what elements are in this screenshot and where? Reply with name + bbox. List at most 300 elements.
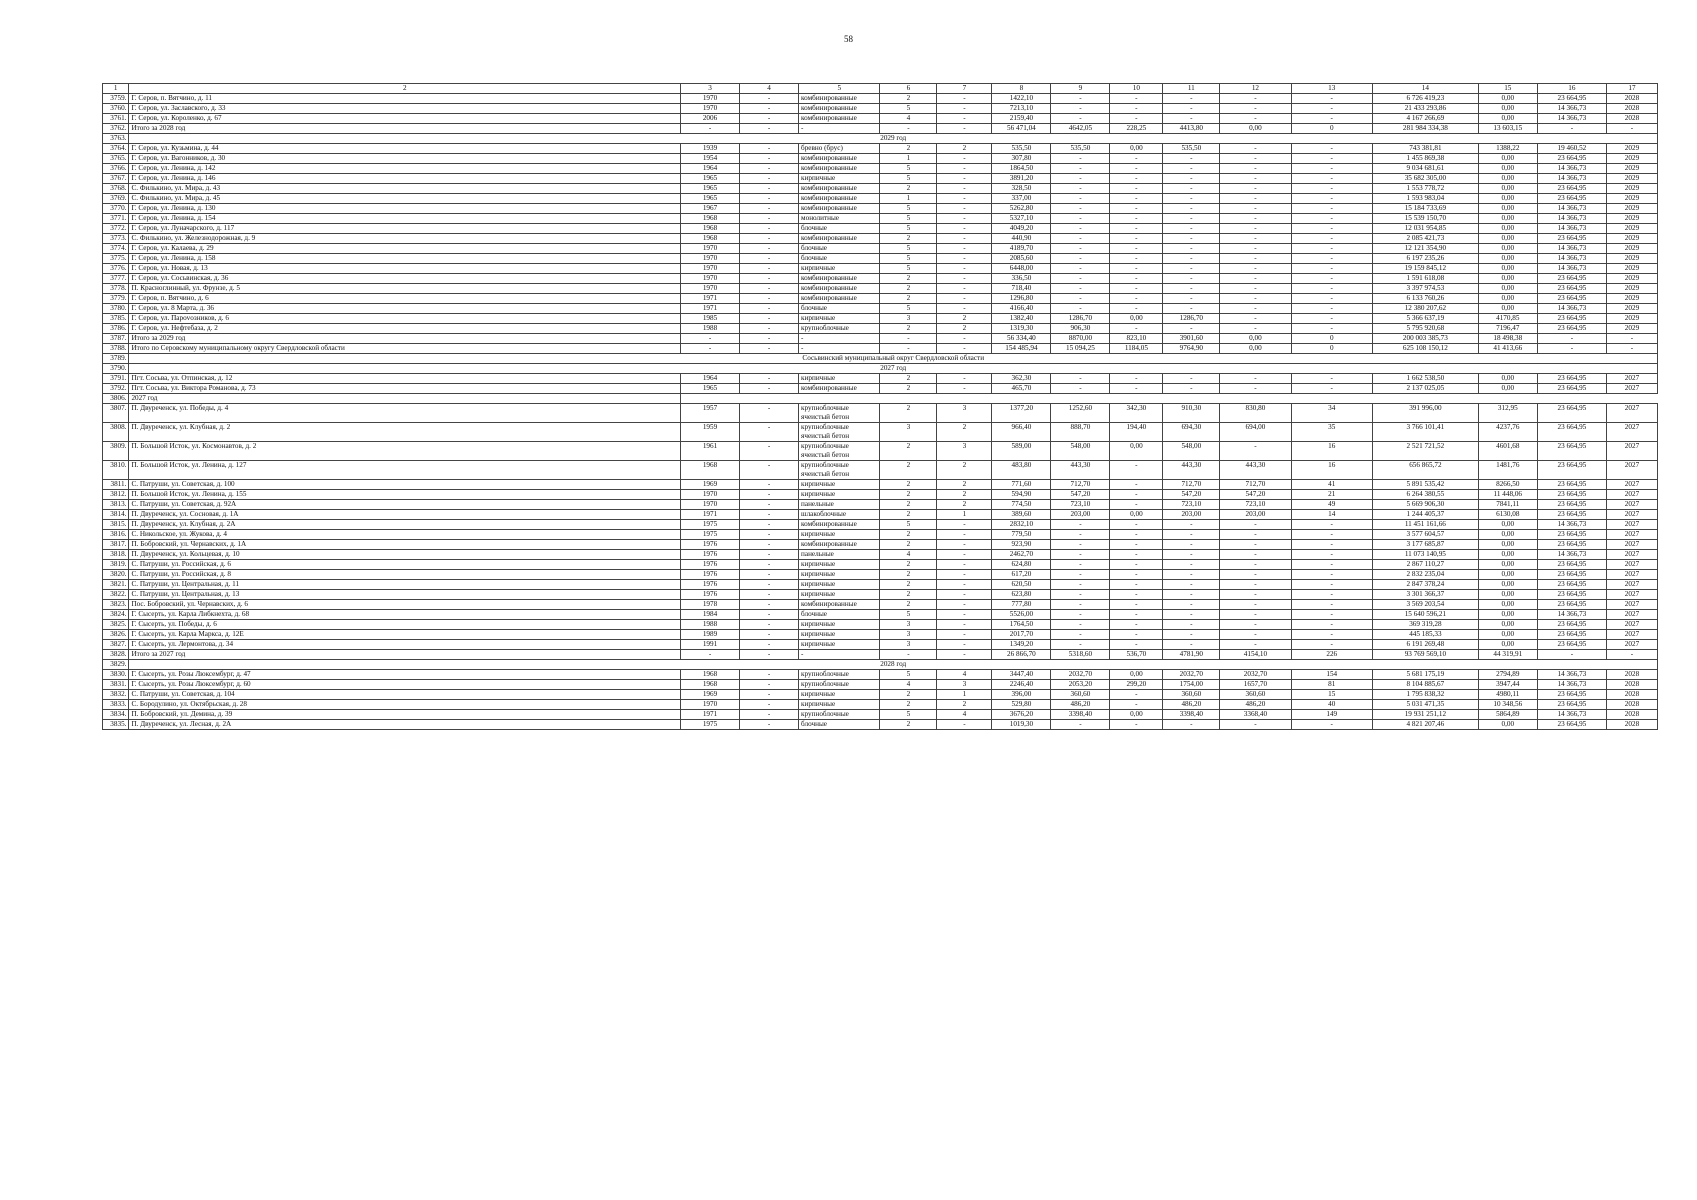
table-cell: 1968	[681, 214, 740, 224]
table-cell: комбинированные	[799, 184, 880, 194]
table-cell: 5864,89	[1478, 710, 1537, 720]
table-cell: 2	[937, 480, 992, 490]
table-cell: -	[1110, 580, 1163, 590]
table-cell: 3834.	[103, 710, 129, 720]
table-cell: -	[1110, 254, 1163, 264]
table-cell: Г. Серов, ул. Заславского, д. 33	[129, 104, 681, 114]
table-cell: 3765.	[103, 154, 129, 164]
table-cell: -	[740, 570, 799, 580]
table-cell: -	[1291, 234, 1372, 244]
table-cell: 23 664,95	[1537, 154, 1606, 164]
table-cell: 5	[880, 710, 937, 720]
table-cell: С. Патруши, ул. Советская, д. 104	[129, 690, 681, 700]
table-cell: -	[1291, 114, 1372, 124]
table-cell: 16	[1537, 84, 1606, 94]
table-row	[103, 442, 1658, 461]
table-cell: -	[1537, 124, 1606, 134]
table-cell: 445 185,33	[1372, 630, 1478, 640]
table-cell: -	[1051, 174, 1110, 184]
table-cell: 154 485,94	[992, 344, 1051, 354]
table-cell: 5	[880, 214, 937, 224]
table-cell: 2029	[1606, 154, 1657, 164]
table-cell: 342,30	[1110, 404, 1163, 423]
table-cell: 5	[880, 610, 937, 620]
table-cell: -	[1110, 640, 1163, 650]
table-cell: -	[740, 114, 799, 124]
table-cell: -	[740, 550, 799, 560]
table-cell: Г. Серов, п. Вятчино, д. 11	[129, 94, 681, 104]
table-cell: 1019,30	[992, 720, 1051, 730]
table-cell: -	[1220, 442, 1291, 461]
table-cell: -	[1110, 630, 1163, 640]
table-cell: -	[740, 670, 799, 680]
table-cell: 10	[1110, 84, 1163, 94]
table-row	[103, 304, 1658, 314]
table-cell: 16	[1291, 442, 1372, 461]
table-cell: 548,00	[1051, 442, 1110, 461]
table-cell: -	[740, 124, 799, 134]
table-cell: -	[740, 264, 799, 274]
table-cell: 0,00	[1478, 560, 1537, 570]
table-cell: 2	[880, 720, 937, 730]
table-cell: -	[937, 720, 992, 730]
table-cell: 0	[1291, 124, 1372, 134]
table-cell: 26 866,70	[992, 650, 1051, 660]
table-cell: -	[1220, 244, 1291, 254]
table-cell: 154	[1291, 670, 1372, 680]
table-cell: -	[880, 650, 937, 660]
table-cell: 23 664,95	[1537, 530, 1606, 540]
table-cell: 149	[1291, 710, 1372, 720]
table-cell: 3768.	[103, 184, 129, 194]
table-cell: 362,30	[992, 374, 1051, 384]
table-cell: 14	[1372, 84, 1478, 94]
table-row	[103, 244, 1658, 254]
table-cell: 3788.	[103, 344, 129, 354]
table-cell: 486,20	[1051, 700, 1110, 710]
table-cell: -	[1163, 530, 1220, 540]
table-cell: шлакоблочные	[799, 510, 880, 520]
table-cell: 8 104 885,67	[1372, 680, 1478, 690]
table-cell: -	[740, 194, 799, 204]
table-row	[103, 274, 1658, 284]
table-cell: 2 137 025,05	[1372, 384, 1478, 394]
table-cell: П. Двуреченск, ул. Кольцевая, д. 10	[129, 550, 681, 560]
table-cell: 1970	[681, 254, 740, 264]
table-cell: 0,00	[1110, 144, 1163, 154]
table-cell: -	[1110, 490, 1163, 500]
table-cell: 617,20	[992, 570, 1051, 580]
table-cell: -	[1163, 164, 1220, 174]
table-cell: кирпичные	[799, 530, 880, 540]
table-cell: 1959	[681, 423, 740, 442]
table-cell: 3 177 685,87	[1372, 540, 1478, 550]
table-cell: 1296,80	[992, 294, 1051, 304]
table-cell: 1481,76	[1478, 461, 1537, 480]
table-cell: -	[1291, 154, 1372, 164]
table-row	[103, 204, 1658, 214]
table-cell: блочные	[799, 244, 880, 254]
table-cell: 3	[937, 442, 992, 461]
table-cell: 1970	[681, 490, 740, 500]
table-cell: 2	[880, 184, 937, 194]
table-cell: 0,00	[1478, 580, 1537, 590]
table-cell: -	[1163, 640, 1220, 650]
table-cell: 2029	[1606, 254, 1657, 264]
table-cell: -	[740, 490, 799, 500]
table-cell: 4166,40	[992, 304, 1051, 314]
table-cell: -	[1051, 154, 1110, 164]
table-cell: 3809.	[103, 442, 129, 461]
table-cell: -	[1110, 114, 1163, 124]
table-cell: -	[1051, 224, 1110, 234]
table-cell: П. Двуреченск, ул. Сосновая, д. 1А	[129, 510, 681, 520]
table-cell: -	[740, 530, 799, 540]
table-cell: 2	[880, 442, 937, 461]
table-cell: 1	[880, 194, 937, 204]
table-cell: 2085,60	[992, 254, 1051, 264]
table-cell: -	[1110, 244, 1163, 254]
table-cell: 5 669 906,30	[1372, 500, 1478, 510]
table-cell: -	[740, 540, 799, 550]
table-cell: Г. Серов, ул. Ленина, д. 154	[129, 214, 681, 224]
table-cell: -	[1163, 324, 1220, 334]
table-cell: 1388,22	[1478, 144, 1537, 154]
table-cell: 2	[937, 700, 992, 710]
table-cell: 2	[937, 314, 992, 324]
table-cell: 5	[880, 164, 937, 174]
table-row	[103, 234, 1658, 244]
table-cell: -	[937, 334, 992, 344]
table-cell: 3833.	[103, 700, 129, 710]
table-cell: 694,00	[1220, 423, 1291, 442]
table-cell: -	[799, 650, 880, 660]
table-cell: 2029	[1606, 244, 1657, 254]
table-cell: 3 397 974,53	[1372, 284, 1478, 294]
table-cell: 2029	[1606, 284, 1657, 294]
table-row	[103, 600, 1658, 610]
table-cell: -	[937, 560, 992, 570]
table-cell: 5 795 920,68	[1372, 324, 1478, 334]
table-cell: 2	[880, 404, 937, 423]
table-cell: Пгт. Сосьва, ул. Виктора Романова, д. 73	[129, 384, 681, 394]
table-cell: 2	[880, 274, 937, 284]
table-cell: -	[1220, 580, 1291, 590]
table-cell: -	[1220, 174, 1291, 184]
table-cell: кирпичные	[799, 630, 880, 640]
table-cell: Г. Серов, ул. Вагонников, д. 30	[129, 154, 681, 164]
table-cell: -	[1051, 264, 1110, 274]
table-cell: 8	[992, 84, 1051, 94]
table-cell: П. Бобровский, ул. Демина, д. 39	[129, 710, 681, 720]
table-cell: -	[1110, 204, 1163, 214]
table-cell: 443,30	[1220, 461, 1291, 480]
table-cell: -	[1291, 264, 1372, 274]
table-cell: 2027	[1606, 510, 1657, 520]
table-cell: -	[1220, 374, 1291, 384]
table-cell: 3822.	[103, 590, 129, 600]
table-cell: 4601,68	[1478, 442, 1537, 461]
table-cell: 3830.	[103, 670, 129, 680]
table-cell: 2029	[1606, 184, 1657, 194]
table-cell: 7213,10	[992, 104, 1051, 114]
table-cell: 2006	[681, 114, 740, 124]
table-cell: 23 664,95	[1537, 580, 1606, 590]
table-cell: -	[1163, 214, 1220, 224]
table-cell: 8266,50	[1478, 480, 1537, 490]
table-cell: -	[937, 550, 992, 560]
table-cell: 2028	[1606, 114, 1657, 124]
table-cell: 0,00	[1478, 244, 1537, 254]
table-cell: 5	[880, 224, 937, 234]
table-row	[103, 194, 1658, 204]
table-cell: 4189,70	[992, 244, 1051, 254]
table-cell: 4	[740, 84, 799, 94]
table-cell: 0,00	[1478, 600, 1537, 610]
table-cell: 4154,10	[1220, 650, 1291, 660]
table-cell: 5318,60	[1051, 650, 1110, 660]
table-cell: -	[937, 304, 992, 314]
table-cell: 1991	[681, 640, 740, 650]
table-cell: -	[937, 114, 992, 124]
table-cell: 328,50	[992, 184, 1051, 194]
table-cell: 2027	[1606, 580, 1657, 590]
table-row	[103, 104, 1658, 114]
table-cell: 0,00	[1478, 530, 1537, 540]
table-cell: -	[1220, 294, 1291, 304]
table-cell: 0,00	[1478, 620, 1537, 630]
table-cell: 1	[937, 510, 992, 520]
table-cell: 1961	[681, 442, 740, 461]
table-cell: -	[1291, 274, 1372, 284]
table-cell: -	[1291, 600, 1372, 610]
table-cell: 0,00	[1478, 184, 1537, 194]
table-cell: 0,00	[1478, 254, 1537, 264]
table-cell: 0	[1291, 344, 1372, 354]
table-cell: 23 664,95	[1537, 284, 1606, 294]
table-cell: -	[1051, 294, 1110, 304]
table-cell: 2832,10	[992, 520, 1051, 530]
table-cell: -	[1291, 620, 1372, 630]
table-cell: 23 664,95	[1537, 560, 1606, 570]
table-cell: 6 264 380,55	[1372, 490, 1478, 500]
table-row	[103, 530, 1658, 540]
table-cell: -	[1163, 374, 1220, 384]
table-cell: -	[1110, 720, 1163, 730]
table-cell: блочные	[799, 720, 880, 730]
table-cell: 2	[880, 580, 937, 590]
table-cell: -	[1110, 324, 1163, 334]
table-cell: -	[740, 423, 799, 442]
table-cell: -	[937, 284, 992, 294]
table-cell: -	[1163, 234, 1220, 244]
table-cell: -	[1110, 224, 1163, 234]
table-cell: 723,10	[1163, 500, 1220, 510]
table-cell: 4 821 207,46	[1372, 720, 1478, 730]
table-cell: 3819.	[103, 560, 129, 570]
table-cell: -	[1163, 304, 1220, 314]
table-cell: 12	[1220, 84, 1291, 94]
table-cell: 226	[1291, 650, 1372, 660]
table-cell: П. Двуреченск, ул. Клубная, д. 2А	[129, 520, 681, 530]
table-cell: 2027	[1606, 640, 1657, 650]
table-cell: крупноблочные	[799, 324, 880, 334]
table-cell: -	[740, 720, 799, 730]
table-cell: 535,50	[1051, 144, 1110, 154]
table-cell: 2	[880, 461, 937, 480]
table-cell: 923,90	[992, 540, 1051, 550]
table-cell: П. Большой Исток, ул. Ленина, д. 155	[129, 490, 681, 500]
table-cell: кирпичные	[799, 570, 880, 580]
table-cell: 6448,00	[992, 264, 1051, 274]
table-cell: 0	[1291, 334, 1372, 344]
table-cell: комбинированные	[799, 234, 880, 244]
table-cell: -	[1110, 600, 1163, 610]
table-cell: 5526,00	[992, 610, 1051, 620]
table-cell: 1	[880, 154, 937, 164]
table-cell: 2027	[1606, 442, 1657, 461]
table-cell: 4	[880, 550, 937, 560]
table-cell: -	[1110, 700, 1163, 710]
table-row	[103, 164, 1658, 174]
table-row	[103, 620, 1658, 630]
table-cell: -	[1051, 630, 1110, 640]
table-cell: 0,00	[1110, 710, 1163, 720]
table-cell: 23 664,95	[1537, 600, 1606, 610]
table-cell: 712,70	[1220, 480, 1291, 490]
table-cell: 2017,70	[992, 630, 1051, 640]
table-cell: -	[1163, 560, 1220, 570]
table-cell: 0,00	[1478, 164, 1537, 174]
table-cell: 1988	[681, 324, 740, 334]
table-cell: 14 366,73	[1537, 264, 1606, 274]
table-cell: 548,00	[1163, 442, 1220, 461]
table-cell: 1968	[681, 670, 740, 680]
table-cell: кирпичные	[799, 480, 880, 490]
table-row	[103, 630, 1658, 640]
table-cell: 2 832 235,04	[1372, 570, 1478, 580]
table-cell: 4413,80	[1163, 124, 1220, 134]
table-cell: 1970	[681, 94, 740, 104]
table-cell: П. Большой Исток, ул. Ленина, д. 127	[129, 461, 681, 480]
table-cell: 3762.	[103, 124, 129, 134]
table-cell: 465,70	[992, 384, 1051, 394]
table-cell: 23 664,95	[1537, 234, 1606, 244]
table-cell: 3806.	[103, 394, 129, 404]
table-cell: 2	[880, 560, 937, 570]
table-cell: 23 664,95	[1537, 324, 1606, 334]
section-row	[103, 364, 1658, 374]
table-cell: -	[937, 630, 992, 640]
table-row	[103, 254, 1658, 264]
table-cell: -	[1163, 104, 1220, 114]
table-cell: -	[1051, 214, 1110, 224]
table-cell: -	[740, 610, 799, 620]
table-cell: 4049,20	[992, 224, 1051, 234]
table-cell: 6 726 419,23	[1372, 94, 1478, 104]
table-cell: крупноблочные ячеистый бетон	[799, 442, 880, 461]
table-cell: -	[1051, 164, 1110, 174]
table-cell: -	[1291, 184, 1372, 194]
table-cell: 1 244 405,37	[1372, 510, 1478, 520]
table-cell: 23 664,95	[1537, 194, 1606, 204]
table-cell: -	[740, 104, 799, 114]
table-cell: -	[1291, 244, 1372, 254]
table-cell: 23 664,95	[1537, 294, 1606, 304]
table-cell: блочные	[799, 224, 880, 234]
table-cell: крупноблочные ячеистый бетон	[799, 423, 880, 442]
table-cell: -	[1051, 94, 1110, 104]
table-cell: 360,60	[1220, 690, 1291, 700]
table-cell: -	[740, 520, 799, 530]
table-row	[103, 560, 1658, 570]
table-cell: кирпичные	[799, 264, 880, 274]
table-cell: 1976	[681, 540, 740, 550]
table-cell: -	[1110, 461, 1163, 480]
table-cell: -	[1163, 174, 1220, 184]
table-cell: -	[740, 374, 799, 384]
table-cell: 3811.	[103, 480, 129, 490]
table-cell: -	[740, 294, 799, 304]
table-cell: 5	[880, 204, 937, 214]
table-cell: кирпичные	[799, 690, 880, 700]
table-cell: 3	[681, 84, 740, 94]
table-cell: 0,00	[1220, 124, 1291, 134]
table-cell: -	[937, 384, 992, 394]
table-cell: 2	[880, 570, 937, 580]
table-cell: -	[1220, 630, 1291, 640]
table-cell: -	[1110, 274, 1163, 284]
table-cell: -	[740, 234, 799, 244]
table-cell: -	[937, 194, 992, 204]
table-cell: 2027	[1606, 404, 1657, 423]
table-cell: 1349,20	[992, 640, 1051, 650]
table-cell: -	[1163, 94, 1220, 104]
table-cell: 0,00	[1478, 284, 1537, 294]
table-cell: 3	[880, 640, 937, 650]
table-cell: комбинированные	[799, 294, 880, 304]
table-cell: 1 795 838,32	[1372, 690, 1478, 700]
table-cell: Г. Сысерть, ул. Розы Люксембург, д. 47	[129, 670, 681, 680]
table-row	[103, 540, 1658, 550]
table-cell: 623,80	[992, 590, 1051, 600]
table-cell: -	[740, 442, 799, 461]
table-cell: 4	[937, 710, 992, 720]
table-cell: 547,20	[1220, 490, 1291, 500]
table-cell: 3771.	[103, 214, 129, 224]
table-cell: -	[1051, 640, 1110, 650]
table-cell: 8870,00	[1051, 334, 1110, 344]
table-cell: 391 996,00	[1372, 404, 1478, 423]
table-cell: 1975	[681, 720, 740, 730]
table-cell: -	[740, 334, 799, 344]
table-cell: 1984	[681, 610, 740, 620]
table-cell: Г. Сысерть, ул. Карла Маркса, д. 12Е	[129, 630, 681, 640]
table-cell: -	[740, 620, 799, 630]
table-cell: 2028	[1606, 720, 1657, 730]
table-cell: -	[1291, 580, 1372, 590]
table-cell: -	[1051, 204, 1110, 214]
table-cell: 2 847 378,24	[1372, 580, 1478, 590]
table-cell: 3447,40	[992, 670, 1051, 680]
table-cell: 3398,40	[1163, 710, 1220, 720]
table-cell: 389,60	[992, 510, 1051, 520]
table-cell: 0,00	[1110, 670, 1163, 680]
table-cell: -	[1291, 374, 1372, 384]
table-cell: -	[1110, 184, 1163, 194]
table-cell: -	[1220, 304, 1291, 314]
table-cell: -	[1606, 344, 1657, 354]
